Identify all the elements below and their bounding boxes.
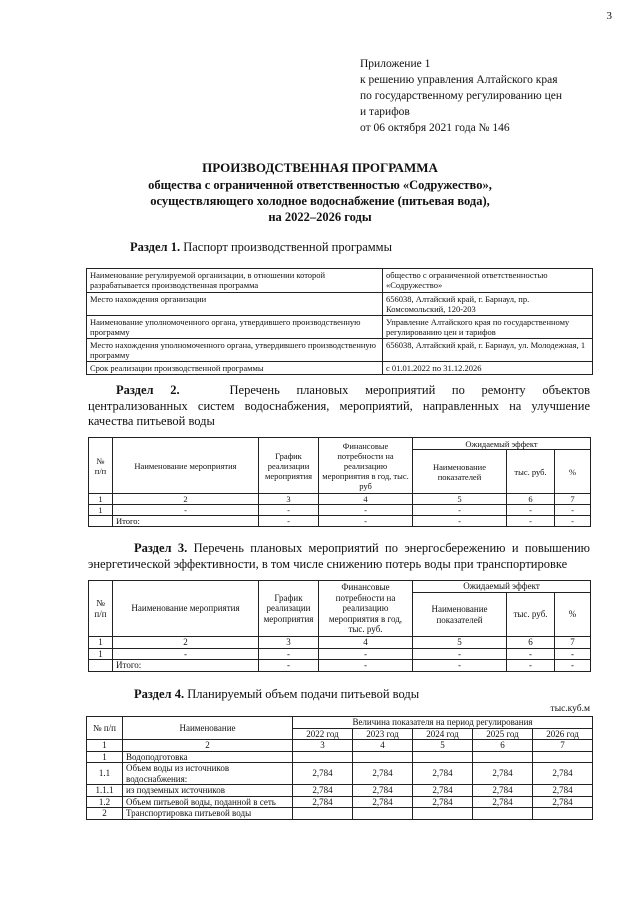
table-row — [89, 637, 591, 649]
table-cell — [89, 660, 113, 672]
header-schedule: График реализации мероприятия — [259, 581, 319, 637]
section3-text: энергетической эффективности, в том числе снижению потерь воды при транспортировке — [88, 557, 568, 571]
table-cell: Наименование уполномоченного органа, утвердившего производственную программу — [87, 316, 383, 339]
header-finance: Финансовые потребности на реализацию мероприятия в год, тыс. руб — [319, 438, 413, 494]
table-row — [89, 648, 591, 660]
section3-label: Раздел 3. — [134, 541, 188, 555]
table-cell: - — [113, 648, 259, 660]
table-cell — [353, 808, 413, 820]
table-cell: 2,784 — [413, 796, 473, 808]
table-cell — [473, 751, 533, 763]
program-title: ПРОИЗВОДСТВЕННАЯ ПРОГРАММА — [202, 160, 438, 175]
table-cell: 2 — [113, 494, 259, 505]
table-row — [87, 717, 593, 729]
table-cell: - — [507, 505, 555, 516]
table-cell: 7 — [555, 494, 591, 505]
supply-volume-table — [86, 716, 593, 820]
table-cell: 2,784 — [473, 796, 533, 808]
table-cell: 6 — [473, 740, 533, 752]
table-cell: 2 — [87, 808, 123, 820]
table-cell — [413, 808, 473, 820]
table-cell: 1 — [87, 740, 123, 752]
table-row — [89, 581, 591, 593]
table-cell: 2,784 — [533, 763, 593, 785]
header-period: Величина показателя на период регулирования — [293, 717, 593, 729]
table-cell: 1.1.1 — [87, 785, 123, 797]
table-row — [89, 494, 591, 505]
table-cell: Управление Алтайского края по государственному регулированию цен и тарифов — [383, 316, 593, 339]
table-cell: Наименование регулируемой организации, в отношении которой разрабатывается производственная программа — [87, 269, 383, 293]
table-cell: - — [413, 660, 507, 672]
section2-text: качества питьевой воды — [88, 414, 215, 428]
header-schedule: График реализации мероприятия — [259, 438, 319, 494]
header-thousand: тыс. руб. — [507, 450, 555, 494]
table-cell: Водоподготовка — [123, 751, 293, 763]
section3-table — [88, 580, 591, 672]
header-thousand: тыс. руб. — [507, 593, 555, 637]
section2-table — [88, 437, 591, 527]
table-cell: 4 — [319, 637, 413, 649]
table-row — [87, 740, 593, 752]
section4-label: Раздел 4. — [134, 687, 185, 701]
table-cell: Объем воды из источников водоснабжения: — [123, 763, 293, 785]
table-row — [87, 362, 593, 375]
table-cell: 2,784 — [293, 785, 353, 797]
table-cell: - — [555, 505, 591, 516]
table-cell: 1 — [89, 505, 113, 516]
table-cell: 4 — [319, 494, 413, 505]
program-subtitle: общества с ограниченной ответственностью «Содружество», — [148, 178, 492, 192]
header-name: Наименование — [123, 717, 293, 740]
table-cell — [473, 808, 533, 820]
table-row — [89, 505, 591, 516]
section4-heading — [134, 687, 419, 702]
table-cell: 7 — [555, 637, 591, 649]
table-cell: 5 — [413, 637, 507, 649]
table-cell: 2 — [113, 637, 259, 649]
header-year: 2022 год — [293, 728, 353, 740]
table-cell: 7 — [533, 740, 593, 752]
table-cell: 4 — [353, 740, 413, 752]
table-cell: Срок реализации производственной программы — [87, 362, 383, 375]
table-row — [87, 751, 593, 763]
table-cell: 2,784 — [413, 785, 473, 797]
section3-text: Перечень плановых мероприятий по энергосбережению и повышению — [193, 541, 591, 555]
section2-text: Перечень плановых мероприятий по ремонту объектов — [229, 383, 590, 397]
header-year: 2023 год — [353, 728, 413, 740]
table-row — [87, 785, 593, 797]
table-cell: 2,784 — [473, 763, 533, 785]
passport-table — [86, 268, 593, 375]
table-cell: - — [507, 660, 555, 672]
header-indicator: Наименование показателей — [413, 593, 507, 637]
table-cell: 3 — [259, 637, 319, 649]
table-cell: 5 — [413, 740, 473, 752]
header-year: 2024 год — [413, 728, 473, 740]
section2-text: централизованных систем водоснабжения, мероприятий, направленных на улучшение — [88, 399, 590, 413]
total-label: Итого: — [113, 516, 259, 527]
table-row — [87, 293, 593, 316]
table-cell: Место нахождения организации — [87, 293, 383, 316]
table-row — [87, 339, 593, 362]
header-finance: Финансовые потребности на реализацию мероприятия в год, тыс. руб. — [319, 581, 413, 637]
header-year: 2025 год — [473, 728, 533, 740]
table-cell: 1.1 — [87, 763, 123, 785]
table-cell — [293, 808, 353, 820]
header-name: Наименование мероприятия — [113, 438, 259, 494]
program-subtitle: на 2022–2026 годы — [268, 210, 372, 224]
header-indicator: Наименование показателей — [413, 450, 507, 494]
table-row — [89, 438, 591, 450]
appendix-line: к решению управления Алтайского края — [360, 74, 558, 86]
table-cell — [89, 516, 113, 527]
table-cell: 5 — [413, 494, 507, 505]
table-cell: Объем питьевой воды, поданной в сеть — [123, 796, 293, 808]
table-cell: 2,784 — [353, 796, 413, 808]
appendix-line: по государственному регулированию цен — [360, 90, 563, 102]
table-cell: - — [113, 505, 259, 516]
table-cell: 3 — [259, 494, 319, 505]
table-cell: 2,784 — [293, 763, 353, 785]
section2-heading — [116, 383, 590, 398]
table-cell: 3 — [293, 740, 353, 752]
table-cell: 6 — [507, 494, 555, 505]
table-cell: 2,784 — [413, 763, 473, 785]
table-cell: - — [413, 516, 507, 527]
table-cell: 6 — [507, 637, 555, 649]
section2-label: Раздел 2. — [116, 383, 180, 397]
table-cell: 2 — [123, 740, 293, 752]
table-cell: 2,784 — [353, 785, 413, 797]
table-cell: - — [259, 516, 319, 527]
table-cell: 1 — [89, 637, 113, 649]
total-label: Итого: — [113, 660, 259, 672]
table-cell: общество с ограниченной ответственностью «Содружество» — [383, 269, 593, 293]
table-cell — [413, 751, 473, 763]
table-row — [87, 763, 593, 785]
section3-heading — [134, 541, 590, 556]
table-cell: - — [259, 505, 319, 516]
table-cell: 2,784 — [533, 796, 593, 808]
table-row — [87, 796, 593, 808]
table-cell: 2,784 — [293, 796, 353, 808]
table-cell: - — [507, 648, 555, 660]
appendix-block — [360, 56, 610, 136]
table-cell: 1.2 — [87, 796, 123, 808]
table-cell: 656038, Алтайский край, г. Барнаул, ул. Молодежная, 1 — [383, 339, 593, 362]
table-cell: 2,784 — [473, 785, 533, 797]
table-cell: - — [319, 660, 413, 672]
header-effect: Ожидаемый эффект — [413, 581, 591, 593]
table-cell: - — [319, 648, 413, 660]
section1-heading — [130, 240, 392, 255]
header-num: № п/п — [89, 581, 113, 637]
table-cell: из подземных источников — [123, 785, 293, 797]
program-subtitle: осуществляющего холодное водоснабжение (питьевая вода), — [150, 194, 490, 208]
header-num: № п/п — [89, 438, 113, 494]
table-cell: - — [555, 648, 591, 660]
table-cell: - — [259, 648, 319, 660]
table-cell: 656038, Алтайский край, г. Барнаул, пр. Комсомольский, 120-203 — [383, 293, 593, 316]
table-cell: - — [319, 516, 413, 527]
table-row — [87, 808, 593, 820]
header-effect: Ожидаемый эффект — [413, 438, 591, 450]
header-year: 2026 год — [533, 728, 593, 740]
table-cell — [533, 751, 593, 763]
table-row — [87, 269, 593, 293]
table-row — [89, 660, 591, 672]
table-cell: - — [555, 660, 591, 672]
table-row — [87, 316, 593, 339]
table-cell: 1 — [87, 751, 123, 763]
table-cell: 1 — [89, 648, 113, 660]
appendix-line: Приложение 1 — [360, 58, 431, 70]
table-cell: - — [555, 516, 591, 527]
table-cell: 1 — [89, 494, 113, 505]
unit-label: тыс.куб.м — [550, 704, 590, 714]
table-cell: 2,784 — [353, 763, 413, 785]
table-cell: Транспортировка питьевой воды — [123, 808, 293, 820]
section1-label: Раздел 1. — [130, 240, 181, 254]
table-cell: - — [413, 505, 507, 516]
appendix-line: и тарифов — [360, 106, 410, 118]
table-cell: с 01.01.2022 по 31.12.2026 — [383, 362, 593, 375]
header-name: Наименование мероприятия — [113, 581, 259, 637]
table-cell: Место нахождения уполномоченного органа, утвердившего производственную программу — [87, 339, 383, 362]
table-cell: 2,784 — [533, 785, 593, 797]
table-cell — [353, 751, 413, 763]
section4-text: Планируемый объем подачи питьевой воды — [187, 687, 420, 701]
table-cell: - — [413, 648, 507, 660]
table-cell: - — [259, 660, 319, 672]
table-row — [89, 516, 591, 527]
page-number: 3 — [606, 10, 612, 22]
header-percent: % — [555, 450, 591, 494]
section1-text: Паспорт производственной программы — [183, 240, 392, 254]
table-cell — [533, 808, 593, 820]
appendix-line: от 06 октября 2021 года № 146 — [360, 122, 510, 134]
table-cell: - — [507, 516, 555, 527]
table-cell: - — [319, 505, 413, 516]
table-cell — [293, 751, 353, 763]
header-percent: % — [555, 593, 591, 637]
header-num: № п/п — [87, 717, 123, 740]
